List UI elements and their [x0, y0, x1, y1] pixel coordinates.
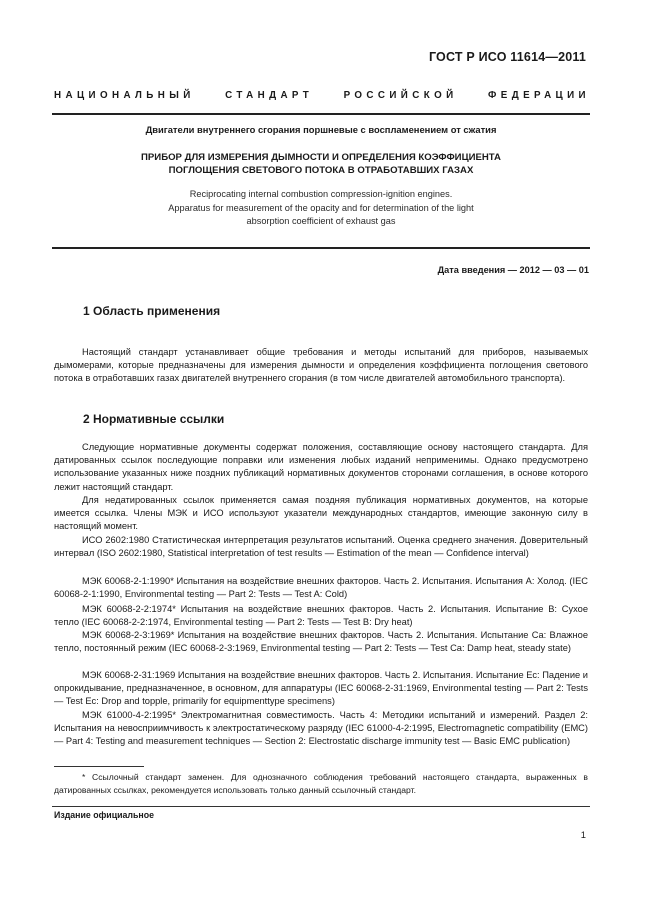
normative-reference: МЭК 60068-2-3:1969* Испытания на воздействие внешних факторов. Часть 2. Испытания. Испытание Са: Влажное тепло, постоянный режим (IEC 60068-2-3:1969, Environmental testing — Part 2: Tests — Test Ca: Damp heat, steady state) [54, 630, 588, 654]
footnote: * Ссылочный стандарт заменен. Для однозначного соблюдения требований настоящего стандарта, выраженных в датированных ссылках, рекомендуется использовать только данный ссылочный стандарт. [54, 772, 588, 795]
title-english-line: Reciprocating internal combustion compression-ignition engines. [189, 189, 453, 199]
document-code: ГОСТ Р ИСО 11614—2011 [428, 50, 586, 64]
standard-subtitle: Двигатели внутреннего сгорания поршневые с воспламенением от сжатия [145, 124, 497, 135]
title-divider [52, 247, 590, 249]
title-english-line: Apparatus for measurement of the opacity and for determination of the light [168, 202, 474, 213]
title-russian-line: ПРИБОР ДЛЯ ИЗМЕРЕНИЯ ДЫМНОСТИ И ОПРЕДЕЛЕНИЯ КОЭФФИЦИЕНТА [141, 152, 501, 163]
section-1-paragraph: Настоящий стандарт устанавливает общие требования и методы испытаний для приборов, называемых дымомерами, которые предназначены для измерения дымности и определения коэффициента поглощения светового потока в отработавших газах двигателей внутреннего сгорания (в том числе двигателей автомобильного транспорта). [54, 347, 588, 384]
footnote-separator [54, 766, 144, 767]
normative-reference: МЭК 60068-2-1:1990* Испытания на воздействие внешних факторов. Часть 2. Испытания. Испытания А: Холод. (IEC 60068-2-1:1990, Environmental testing — Part 2: Tests — Test A: Cold) [54, 576, 588, 600]
title-russian-line: ПОГЛОЩЕНИЯ СВЕТОВОГО ПОТОКА В ОТРАБОТАВШИХ ГАЗАХ [168, 165, 474, 176]
introduction-date: Дата введения — 2012 — 03 — 01 [437, 265, 589, 275]
section-2-paragraph: Для недатированных ссылок применяется самая поздняя публикация нормативных документов, на которые имеется ссылка. Члены МЭК и ИСО используют указатели международных стандартов, имеющие законную силу в настоящий момент. [54, 495, 588, 532]
normative-reference: ИСО 2602:1980 Статистическая интерпретация результатов испытаний. Оценка среднего значения. Доверительный интервал (ISO 2602:1980, Statistical interpretation of test results — Estimation of the mean — Confidence interval) [54, 535, 588, 559]
title-english [52, 188, 590, 229]
section-2-heading: 2 Нормативные ссылки [83, 412, 225, 426]
normative-reference: МЭК 60068-2-2:1974* Испытания на воздействие внешних факторов. Часть 2. Испытания. Испытание В: Сухое тепло (IEC 60068-2-2:1974, Environmental testing — Part 2: Tests — Test B: Dry heat) [54, 604, 588, 628]
normative-reference: МЭК 60068-2-31:1969 Испытания на воздействие внешних факторов. Часть 2. Испытания. Испытание Ес: Падение и опрокидывание, предназначенное, в основном, для аппаратуры (IEC 60068-2-31:1969, Environmental testing — Part 2: Tests — Test Ec: Drop and topple, primarily for equipmenttype specimens) [54, 670, 588, 707]
normative-reference: МЭК 61000-4-2:1995* Электромагнитная совместимость. Часть 4: Методики испытаний и измерений. Раздел 2: Испытания на невосприимчивость к электростатическому разряду (IEC 61000-4-2:1995, Electromagnetic compatibility (EMC) — Part 4: Testing and measurement techniques — Section 2: Electrostatic discharge immunity test — Basic EMC publication) [54, 710, 588, 747]
national-standard-banner: НАЦИОНАЛЬНЫЙ СТАНДАРТ РОССИЙСКОЙ ФЕДЕРАЦИИ [54, 90, 590, 101]
page-number: 1 [580, 829, 586, 840]
footer-divider [52, 806, 590, 807]
header-divider [52, 113, 590, 115]
edition-label: Издание официальное [54, 810, 154, 820]
section-2-paragraph: Следующие нормативные документы содержат положения, составляющие основу настоящего стандарта. Для датированных ссылок последующие поправки или изменения любых изданий неприменимы. Однако предусмотрено использование указанных ниже поздних публикаций нормативных документов сторонами соглашения, в основе которого лежит настоящий стандарт. [54, 442, 588, 492]
section-1-heading: 1 Область применения [83, 304, 221, 318]
title-english-line: absorption coefficient of exhaust gas [246, 216, 396, 226]
title-russian [52, 151, 590, 177]
